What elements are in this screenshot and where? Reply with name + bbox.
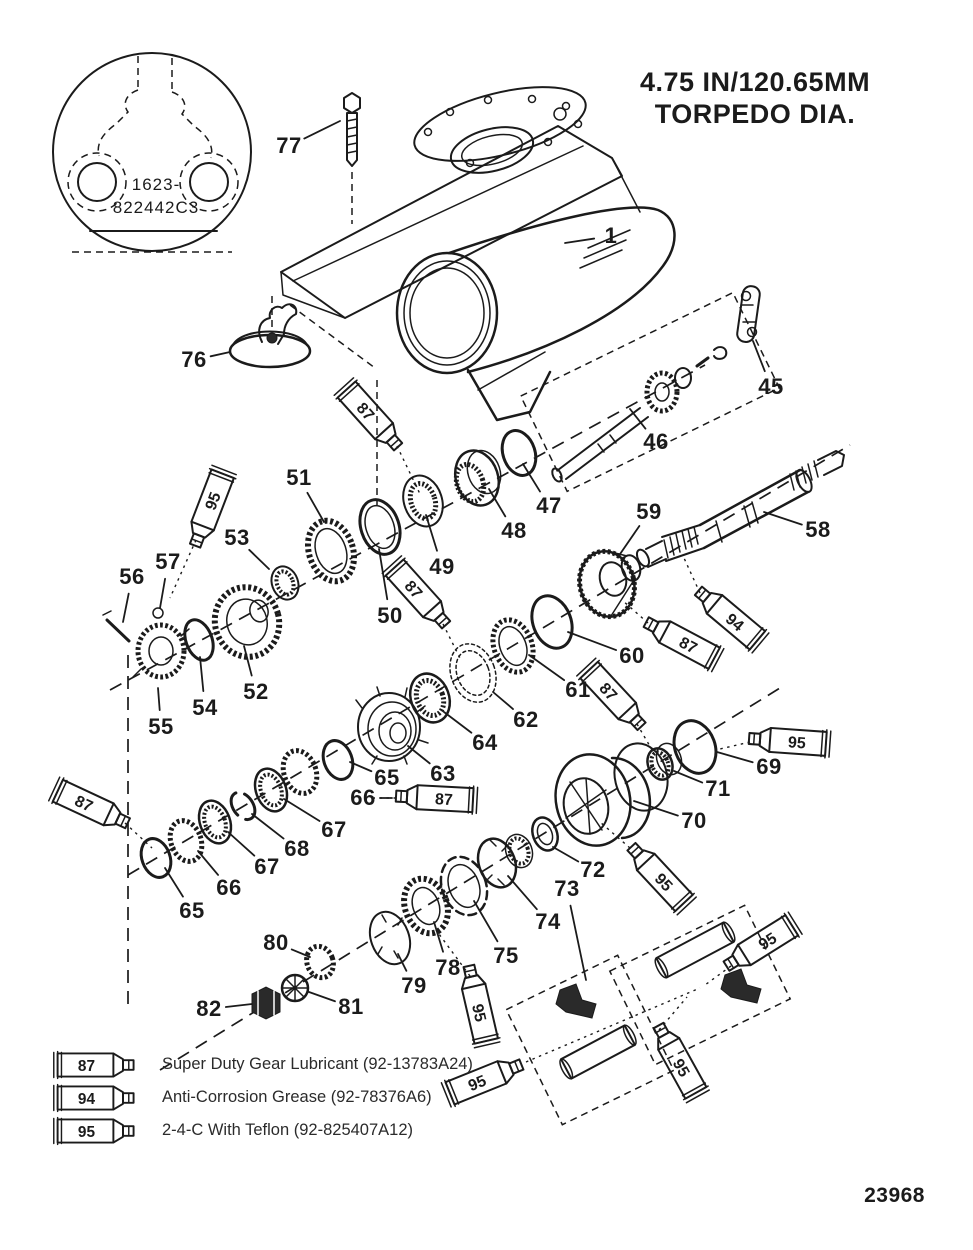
part-callout-1: 1 (604, 223, 618, 248)
part-callout-67: 67 (321, 817, 347, 842)
part-callout-69: 69 (756, 754, 782, 779)
legend-label: Anti-Corrosion Grease (92-78376A6) (162, 1088, 432, 1106)
legend-row-87 (48, 1048, 473, 1081)
stamp-id-line-2: 822442C3 (112, 198, 200, 217)
lubricant-tube-95 (621, 837, 697, 915)
svg-text:95: 95 (755, 929, 781, 954)
part-callout-73: 73 (554, 876, 580, 901)
housing-id-stamp (53, 53, 251, 252)
part-callout-57: 57 (155, 549, 181, 574)
part-callout-79: 79 (401, 973, 427, 998)
lubricant-tube-87 (333, 377, 408, 456)
lubricant-tube-icon (48, 1049, 148, 1081)
part-callout-62: 62 (513, 707, 539, 732)
trim-tab-anode-76 (230, 296, 310, 367)
part-callout-55: 55 (148, 714, 174, 739)
part-callout-80: 80 (263, 930, 289, 955)
part-callout-60: 60 (619, 643, 645, 668)
svg-text:94: 94 (721, 610, 747, 636)
svg-text:95: 95 (668, 1056, 693, 1081)
part-callout-46: 46 (643, 429, 669, 454)
title-line-1: 4.75 IN/120.65MM (639, 67, 871, 97)
part-callout-81: 81 (338, 994, 364, 1019)
svg-text:87: 87 (676, 634, 700, 658)
svg-text:95: 95 (77, 1123, 96, 1141)
part-callout-78: 78 (435, 955, 461, 980)
link-bracket-45 (736, 285, 761, 343)
part-callout-54: 54 (192, 695, 218, 720)
legend-row-95 (48, 1114, 473, 1147)
part-callout-66: 66 (216, 875, 242, 900)
part-callout-71: 71 (705, 776, 731, 801)
part-callout-58: 58 (805, 517, 831, 542)
lubricant-tube-95 (455, 963, 501, 1048)
part-callout-59: 59 (636, 499, 662, 524)
part-callout-50: 50 (377, 603, 403, 628)
svg-text:87: 87 (77, 1057, 96, 1075)
lubricant-tube-95 (719, 911, 803, 978)
lubricant-legend (48, 1048, 473, 1147)
prop-shaft-58 (634, 451, 844, 568)
part-callout-74: 74 (535, 909, 561, 934)
part-callout-56: 56 (119, 564, 145, 589)
lubricant-tube-icon (48, 1082, 148, 1114)
part-callout-64: 64 (472, 730, 498, 755)
part-callout-65: 65 (179, 898, 205, 923)
svg-text:95: 95 (202, 489, 225, 513)
bolt-77 (344, 93, 360, 224)
part-callout-70: 70 (681, 808, 707, 833)
lubricant-tube-87 (640, 610, 725, 673)
legend-label: Super Duty Gear Lubricant (92-13783A24) (162, 1055, 473, 1073)
part-callout-45: 45 (758, 374, 784, 399)
drawing-number: 23968 (864, 1184, 925, 1207)
svg-text:87: 87 (434, 791, 454, 810)
svg-text:95: 95 (650, 870, 676, 896)
lubricant-tube-94 (689, 580, 769, 654)
prop-shaft-bearing-row (136, 590, 579, 881)
page-title (575, 66, 935, 130)
part-callout-77: 77 (276, 133, 302, 158)
part-callout-75: 75 (493, 943, 519, 968)
lubricant-tube-95 (646, 1019, 710, 1103)
svg-text:87: 87 (595, 679, 621, 705)
part-callout-53: 53 (224, 525, 250, 550)
part-callout-61: 61 (565, 677, 591, 702)
svg-text:95: 95 (466, 1072, 489, 1096)
shift-shaft-assembly-46 (521, 293, 780, 492)
part-callout-49: 49 (429, 554, 455, 579)
legend-row-94 (48, 1081, 473, 1114)
part-callout-67: 67 (254, 854, 280, 879)
part-callout-65: 65 (374, 765, 400, 790)
svg-text:87: 87 (352, 399, 378, 425)
svg-text:94: 94 (77, 1090, 96, 1108)
part-callout-51: 51 (286, 465, 312, 490)
part-callout-47: 47 (536, 493, 562, 518)
part-callout-52: 52 (243, 679, 269, 704)
stamp-id-line-1: 1623- (131, 175, 181, 194)
part-callout-48: 48 (501, 518, 527, 543)
legend-label: 2-4-C With Teflon (92-825407A12) (162, 1121, 413, 1139)
svg-text:95: 95 (467, 1002, 489, 1024)
svg-text:87: 87 (71, 792, 96, 816)
part-callout-72: 72 (580, 857, 606, 882)
lubricant-tube-icon (48, 1115, 148, 1147)
gear-housing (281, 73, 674, 505)
title-line-2: TORPEDO DIA. (654, 99, 856, 129)
part-callout-63: 63 (430, 761, 456, 786)
part-callout-66: 66 (350, 785, 376, 810)
part-callout-82: 82 (196, 996, 222, 1021)
part-callout-76: 76 (181, 347, 207, 372)
lubricant-tube-87 (48, 776, 133, 836)
svg-text:95: 95 (787, 734, 807, 753)
part-callout-68: 68 (284, 836, 310, 861)
carrier-59 (572, 545, 643, 623)
svg-text:87: 87 (400, 577, 426, 603)
